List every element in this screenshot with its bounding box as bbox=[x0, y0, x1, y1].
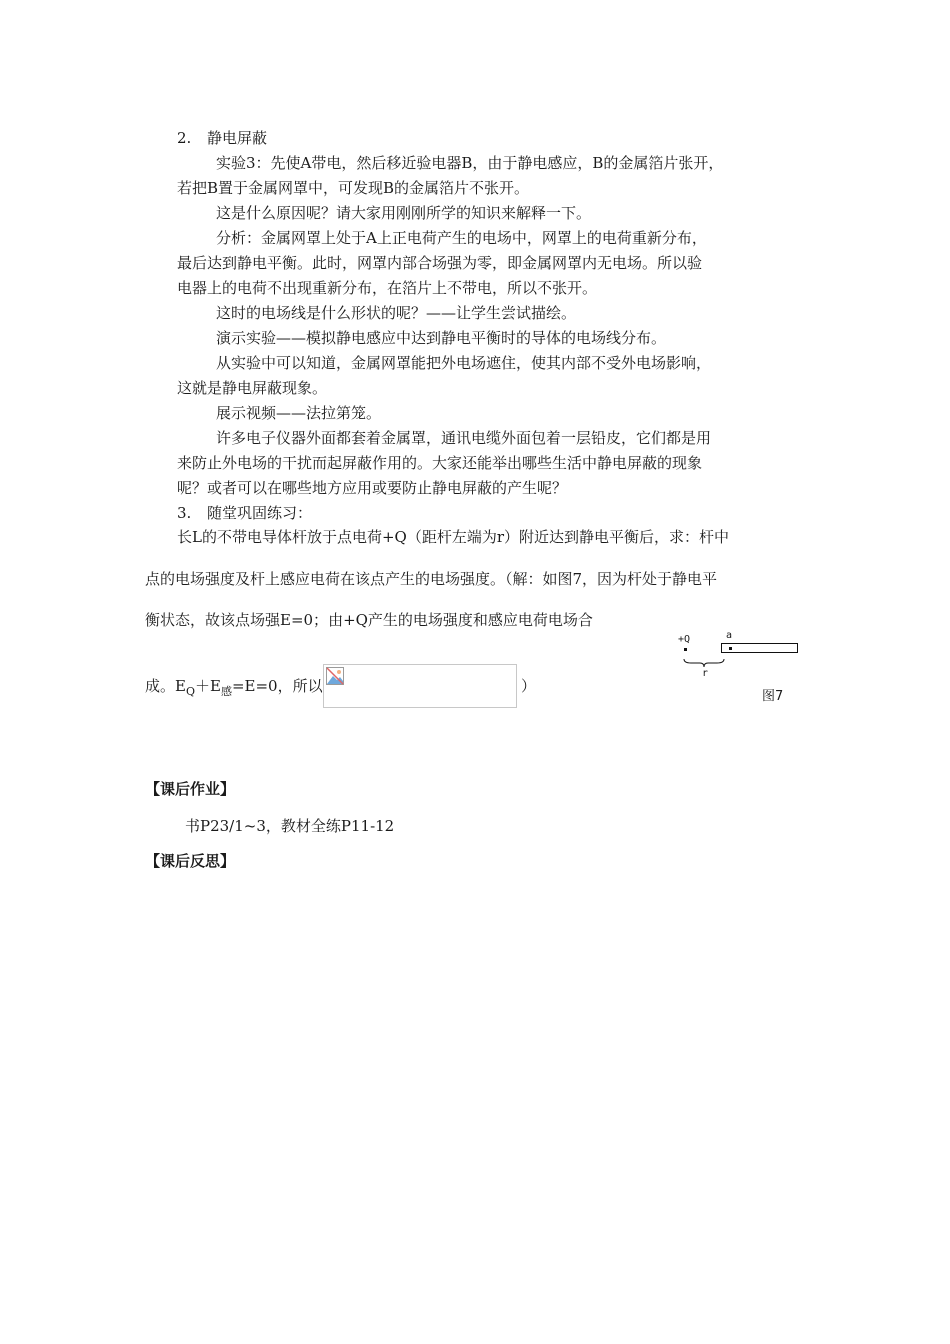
exercise-line4: 成。$E_Q+E_感=E=0$，所以 bbox=[145, 677, 323, 698]
paragraph-applications-line1: 许多电子仪器外面都套着金属罩，通讯电缆外面包着一层铅皮，它们都是用 bbox=[216, 429, 712, 447]
exercise-line1: 长L的不带电导体杆放于点电荷+Q（距杆左端为r）附近达到静电平衡后，求：杆中 bbox=[177, 528, 730, 546]
paragraph-applications-line2: 来防止外电场的干扰而起屏蔽作用的。大家还能举出哪些生活中静电屏蔽的现象 bbox=[177, 454, 703, 472]
point-label: a bbox=[726, 630, 733, 641]
figure-caption: 图7 bbox=[762, 689, 784, 704]
figure-7 bbox=[676, 630, 806, 705]
reflection-heading: 【课后反思】 bbox=[145, 852, 236, 870]
exercise-line3: 衡状态，故该点场强E=0；由+Q产生的电场强度和感应电荷电场合 bbox=[145, 611, 593, 629]
paragraph-analysis-line2: 最后达到静电平衡。此时，网罩内部合场强为零，即金属网罩内无电场。所以验 bbox=[177, 254, 703, 272]
subscript-q: Q bbox=[185, 685, 195, 698]
paragraph-conclusion-line2: 这就是静电屏蔽现象。 bbox=[177, 379, 328, 397]
section-3-heading bbox=[177, 503, 312, 523]
broken-image-icon bbox=[326, 667, 344, 685]
closing-paren: ） bbox=[521, 677, 537, 695]
distance-label: r bbox=[702, 668, 709, 679]
homework-content: 书P23/1~3，教材全练P11-12 bbox=[185, 817, 395, 835]
paragraph-video: 展示视频——法拉第笼。 bbox=[216, 404, 382, 422]
conductor-rod bbox=[721, 643, 798, 653]
paragraph-analysis-line1: 分析：金属网罩上处于A上正电荷产生的电场中，网罩上的电荷重新分布， bbox=[216, 229, 707, 247]
section-number: 2. bbox=[177, 129, 192, 147]
subscript-induced: 感 bbox=[220, 685, 232, 698]
distance-brace bbox=[683, 658, 725, 668]
point-a-dot bbox=[729, 647, 732, 650]
charge-label: +Q bbox=[678, 634, 691, 645]
broken-equation-image bbox=[323, 664, 517, 708]
paragraph-field-lines: 这时的电场线是什么形状的呢？——让学生尝试描绘。 bbox=[216, 304, 577, 322]
paragraph-applications-line3: 呢？或者可以在哪些地方应用或要防止静电屏蔽的产生呢？ bbox=[177, 479, 568, 497]
section-title: 静电屏蔽 bbox=[207, 129, 268, 147]
section-2-heading bbox=[177, 128, 267, 148]
section-number: 3. bbox=[177, 504, 192, 522]
section-title: 随堂巩固练习： bbox=[207, 504, 313, 522]
paragraph-conclusion-line1: 从实验中可以知道，金属网罩能把外电场遮住，使其内部不受外电场影响， bbox=[216, 354, 712, 372]
paragraph-demo: 演示实验——模拟静电感应中达到静电平衡时的导体的电场线分布。 bbox=[216, 329, 667, 347]
homework-heading: 【课后作业】 bbox=[145, 780, 236, 798]
paragraph-experiment-line2: 若把B置于金属网罩中，可发现B的金属箔片不张开。 bbox=[177, 179, 530, 197]
paragraph-experiment-line1: 实验3：先使A带电，然后移近验电器B，由于静电感应，B的金属箔片张开， bbox=[216, 154, 724, 172]
charge-dot bbox=[684, 648, 687, 651]
paragraph-question: 这是什么原因呢？请大家用刚刚所学的知识来解释一下。 bbox=[216, 204, 592, 222]
exercise-line2: 点的电场强度及杆上感应电荷在该点产生的电场强度。（解：如图7，因为杆处于静电平 bbox=[145, 570, 718, 588]
paragraph-analysis-line3: 电器上的电荷不出现重新分布，在箔片上不带电，所以不张开。 bbox=[177, 279, 598, 297]
